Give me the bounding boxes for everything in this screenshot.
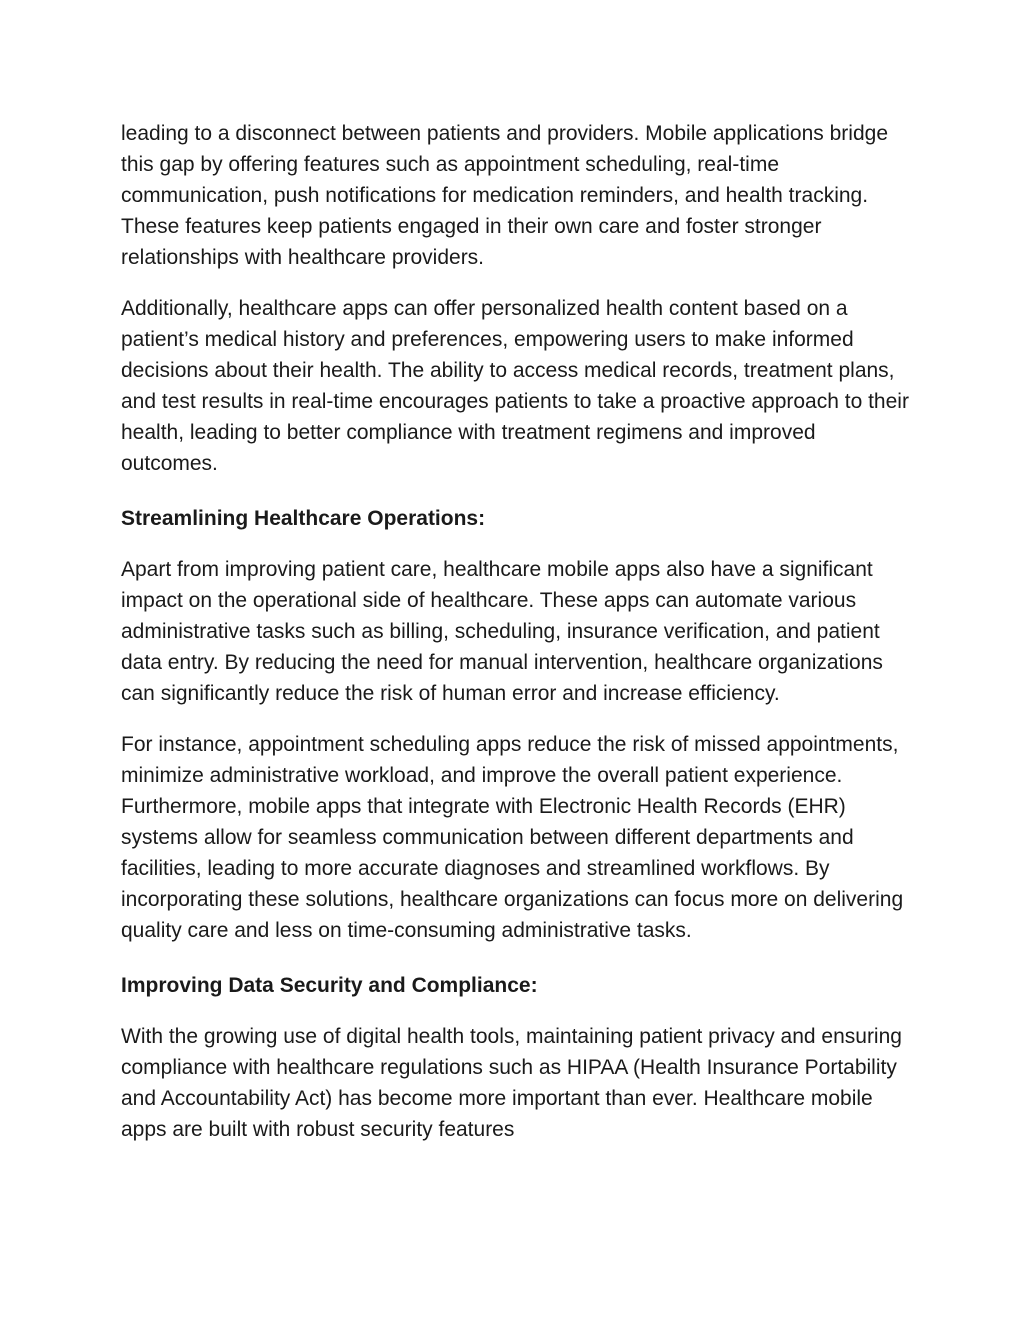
paragraph-scheduling-ehr: For instance, appointment scheduling apps reduce the risk of missed appointments, minimize administrative workload, and improve the overall patient experience. Furthermore, mobile apps that integrate with Electronic Health Records (EHR) systems allow for seamless communication between different departments and facilities, leading to more accurate diagnoses and streamlined workflows. By incorporating these solutions, healthcare organizations can focus more on delivering quality care and less on time-consuming administrative tasks. [121, 733, 904, 942]
section-heading-data-security: Improving Data Security and Compliance: [121, 974, 538, 997]
document-page [121, 118, 911, 1165]
paragraph-privacy-compliance: With the growing use of digital health tools, maintaining patient privacy and ensuring compliance with healthcare regulations such as HIPAA (Health Insurance Portability and Accountability Act) has become more important than ever. Healthcare mobile apps are built with robust security features [121, 1025, 902, 1141]
paragraph-patient-engagement: leading to a disconnect between patients and providers. Mobile applications bridge this gap by offering features such as appointment scheduling, real-time communication, push notifications for medication reminders, and health tracking. These features keep patients engaged in their own care and foster stronger relationships with healthcare providers. [121, 122, 888, 269]
paragraph-operations-impact: Apart from improving patient care, healthcare mobile apps also have a significant impact on the operational side of healthcare. These apps can automate various administrative tasks such as billing, scheduling, insurance verification, and patient data entry. By reducing the need for manual intervention, healthcare organizations can significantly reduce the risk of human error and increase efficiency. [121, 558, 883, 705]
section-heading-streamlining-operations: Streamlining Healthcare Operations: [121, 507, 486, 530]
paragraph-personalized-content: Additionally, healthcare apps can offer personalized health content based on a patient’s medical history and preferences, empowering users to make informed decisions about their health. The ability to access medical records, treatment plans, and test results in real-time encourages patients to take a proactive approach to their health, leading to better compliance with treatment regimens and improved outcomes. [121, 297, 909, 475]
